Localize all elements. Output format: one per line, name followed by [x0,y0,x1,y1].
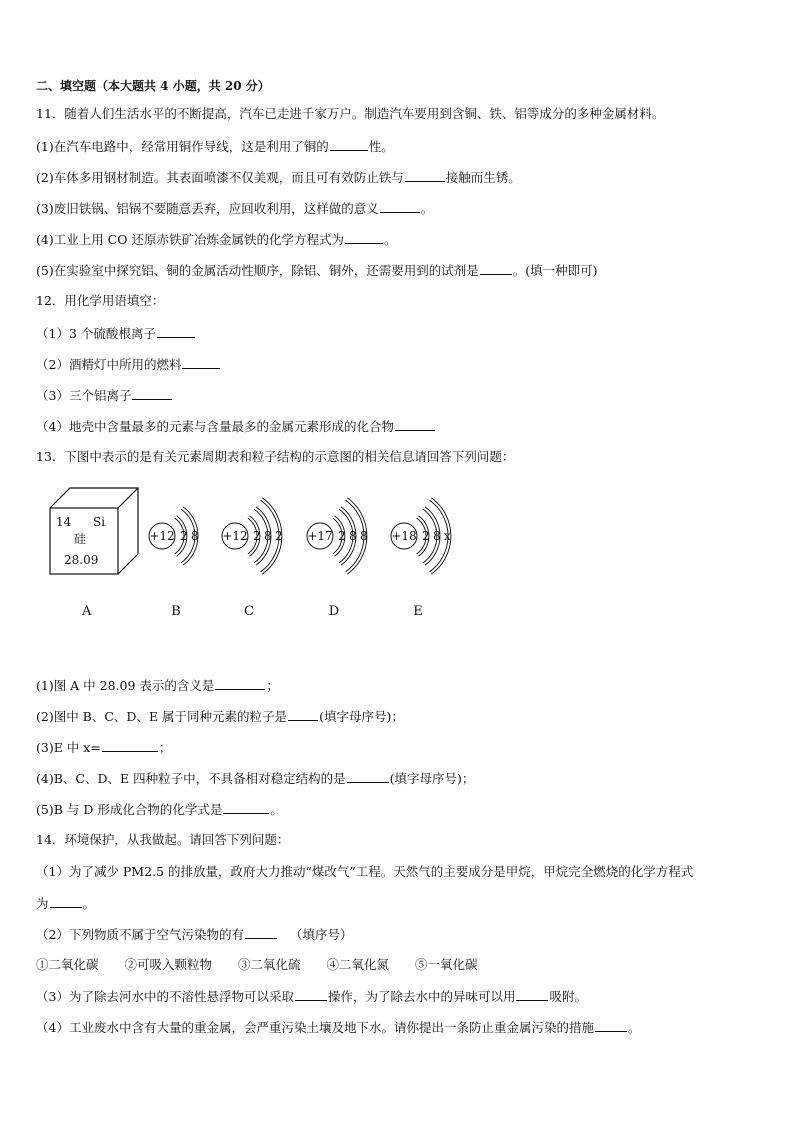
q13-part5-text: (5)B 与 D 形成化合物的化学式是 [36,802,223,817]
q11-part1 [36,138,394,155]
answer-blank[interactable] [245,926,277,939]
option-2: ②可吸入颗粒物 [124,957,213,972]
answer-blank[interactable] [132,387,172,400]
q13-part4-text: (4)B、C、D、E 四种粒子中，不具备相对稳定结构的是 [36,771,346,786]
q13-part3-suffix: ； [158,740,172,755]
q12-part1 [36,325,196,342]
answer-blank[interactable] [380,200,420,213]
q12-stem: 12．用化学用语填空： [36,293,165,308]
q13-part5-suffix: 。 [270,802,283,817]
section-title: 二、填空题（本大题共 4 小题，共 20 分） [36,79,270,93]
answer-blank[interactable] [182,356,220,369]
q12-part2-text: （2）酒精灯中所用的燃料 [36,357,182,372]
shell-electron-count: 8 [349,529,357,543]
q11-part1-suffix: 性。 [368,139,394,154]
q14-part2-text: （2）下列物质不属于空气污染物的有 [36,927,244,942]
atom-diagrams [149,498,451,619]
shell-electron-count: 2 [422,529,430,543]
q14-part3-suffix: 吸附。 [549,989,587,1004]
answer-blank[interactable] [516,988,548,1001]
atom-diagram-d [307,498,368,619]
q11-part2-suffix: 接触而生锈。 [445,170,521,185]
q13-part5 [36,801,283,818]
shell-electron-count: 8 [433,529,441,543]
figure-label-d: D [328,604,340,619]
q14-part1-suffix: 。 [82,896,96,911]
element-name: 硅 [74,532,87,546]
figure-svg [40,478,510,628]
cell-corner-edge [118,488,138,508]
nucleus-charge: +18 [391,529,417,543]
q11-part4-text: (4)工业上用 CO 还原赤铁矿冶炼金属铁的化学方程式为 [36,232,344,247]
figure-label-c: C [244,604,254,619]
q13-part4 [36,770,474,787]
atom-diagram-e [391,498,451,619]
q14-part3 [36,988,587,1005]
answer-blank[interactable] [288,708,318,721]
atomic-mass: 28.09 [64,553,99,567]
q11-part5-suffix: 。(填一种即可) [512,263,598,278]
answer-blank[interactable] [223,801,269,814]
shell-electron-count: 8 [360,529,368,543]
nucleus-charge: +12 [222,529,248,543]
shell-electron-count: 2 [253,529,261,543]
q13-part3 [36,739,171,756]
q13-part1-text: (1)图 A 中 28.09 表示的含义是 [36,678,215,693]
option-4: ④二氧化氮 [326,957,390,972]
q14-part1: （1）为了减少 PM2.5 的排放量，政府大力推动“煤改气”工程。天然气的主要成分是甲烷，甲烷完全燃烧的化学方程式 [36,864,694,879]
figure-label-a: A [82,604,92,619]
q13-part1-suffix: ； [266,678,279,693]
q14-stem: 14．环境保护，从我做起。请回答下列问题： [36,832,290,847]
q11-part4 [36,231,396,248]
q14-part3-mid: 操作，为了除去水中的异味可以用 [327,989,516,1004]
q14-part4 [36,1019,640,1036]
answer-blank[interactable] [295,988,327,1001]
q14-part4-suffix: 。 [627,1020,641,1035]
nucleus-charge: +12 [149,529,175,543]
atom-diagram-c [222,498,283,619]
answer-blank[interactable] [595,1019,627,1032]
option-1: ①二氧化碳 [36,957,99,972]
q13-part1 [36,677,279,694]
q14-part2 [36,926,352,943]
q13-part2 [36,708,404,725]
nucleus-charge: +17 [307,529,333,543]
q14-part1-cont [36,895,95,912]
q11-part5-text: (5)在实验室中探究铝、铜的金属活动性顺序，除铝、铜外，还需要用到的试剂是 [36,263,479,278]
q11-part3 [36,200,433,217]
q14-options [36,957,478,973]
answer-blank[interactable] [50,895,82,908]
answer-blank[interactable] [347,770,389,783]
answer-blank[interactable] [480,262,512,275]
atomic-number: 14 [56,515,72,529]
q14-part2-suffix: （填序号） [289,927,353,942]
answer-blank[interactable] [345,231,383,244]
q14-part4-text: （4）工业废水中含有大量的重金属，会严重污染土壤及地下水。请你提出一条防止重金属污染的措施 [36,1020,594,1035]
shell-electron-count: 2 [275,529,283,543]
q13-part3-text: (3)E 中 x= [36,740,101,755]
q14-part3-text: （3）为了除去河水中的不溶性悬浮物可以采取 [36,989,294,1004]
q11-part3-text: (3)废旧铁锅、铝锅不要随意丢弃，应回收利用，这样做的意义 [36,201,379,216]
q12-part4 [36,418,436,435]
answer-blank[interactable] [395,418,435,431]
answer-blank[interactable] [102,739,158,752]
atomic-structure-figure [40,478,510,628]
element-symbol: Si [93,515,106,529]
q12-part3 [36,387,173,404]
answer-blank[interactable] [157,325,195,338]
answer-blank[interactable] [215,677,265,690]
q11-part1-text: (1)在汽车电路中，经常用铜作导线，这是利用了铜的 [36,139,329,154]
figure-label-b: B [171,604,181,619]
q11-part4-suffix: 。 [383,232,397,247]
shell-electron-count: 8 [191,529,199,543]
q12-part3-text: （3）三个铝离子 [36,388,132,403]
q13-part2-text: (2)图中 B、C、D、E 属于同种元素的粒子是 [36,709,288,724]
q12-part2 [36,356,221,373]
q13-stem: 13．下图中表示的是有关元素周期表和粒子结构的示意图的相关信息请回答下列问题： [36,449,515,464]
q11-part2 [36,169,521,186]
q11-part2-text: (2)车体多用钢材制造。其表面喷漆不仅美观，而且可有效防止铁与 [36,170,404,185]
q14-part1-cont-text: 为 [36,896,49,911]
q11-stem: 11．随着人们生活水平的不断提高，汽车已走进千家万户。制造汽车要用到含铜、铁、铝等成分的多种金属材料。 [36,106,665,121]
q13-part2-suffix: (填字母序号)； [319,709,404,724]
q11-part3-suffix: 。 [420,201,434,216]
answer-blank[interactable] [405,169,445,182]
figure-label-e: E [413,604,423,619]
atom-diagram-b [149,507,199,619]
shell-electron-count: 8 [264,529,272,543]
q11-part5 [36,262,597,279]
shell-electron-count: 2 [180,529,188,543]
shell-electron-count: 2 [338,529,346,543]
periodic-table-cell [50,488,138,619]
option-3: ③二氧化硫 [238,957,301,972]
option-5: ⑤一氧化碳 [415,957,478,972]
answer-blank[interactable] [330,138,368,151]
q13-part4-suffix: (填字母序号)； [389,771,475,786]
q12-part4-text: （4）地壳中含量最多的元素与含量最多的金属元素形成的化合物 [36,419,394,434]
shell-electron-count: x [444,529,451,543]
q12-part1-text: （1）3 个硫酸根离子 [36,326,156,341]
